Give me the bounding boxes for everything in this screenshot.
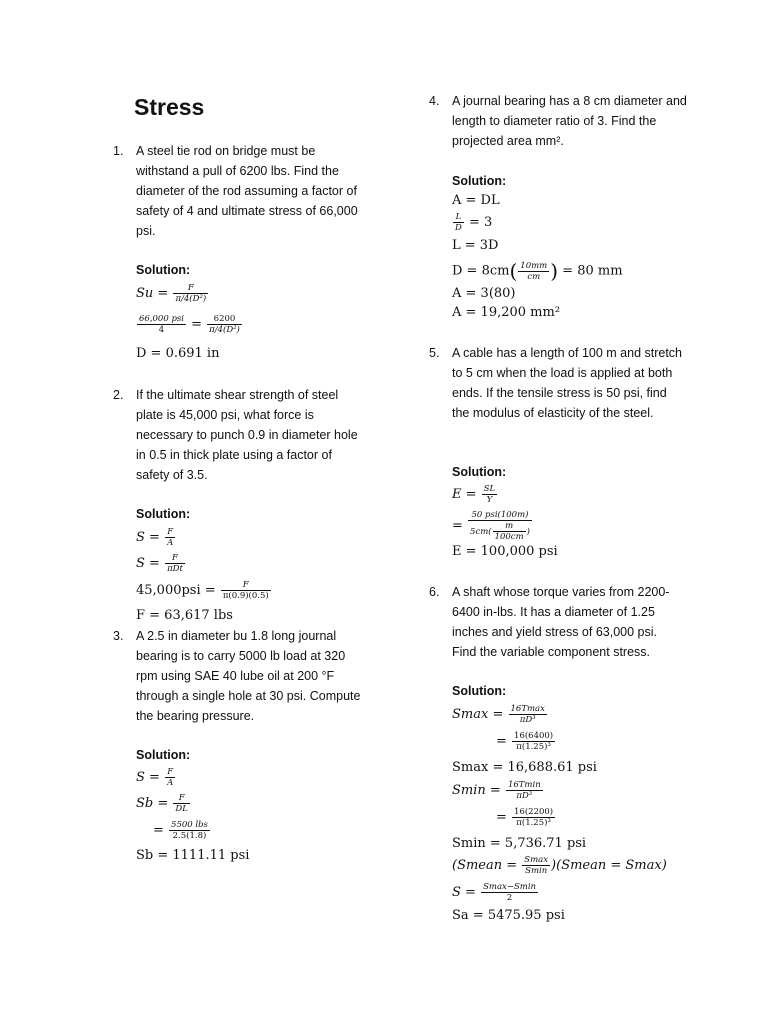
problem-6-eq-4: Smin = 16Tmin πD³ bbox=[452, 780, 541, 801]
problem-5-number: 5. bbox=[429, 346, 440, 360]
problem-1-answer: D = 0.691 in bbox=[136, 346, 220, 361]
problem-5-solution-label: Solution: bbox=[452, 465, 507, 479]
problem-6-solution-label: Solution: bbox=[452, 684, 507, 698]
problem-3-eq-3: = 5500 lbs 2.5(1.8) bbox=[153, 820, 208, 841]
problem-2-solution-label: Solution: bbox=[136, 507, 191, 521]
problem-1-eq-2: 66,000 psi 4 = $\frac{6200}{\text{π/4(D²)}}$ bbox=[139, 314, 240, 335]
problem-4-eq-5: A = 3(80) bbox=[452, 286, 516, 301]
problem-4-text: A journal bearing has a 8 cm diameter and length to diameter ratio of 3. Find the projected area mm². bbox=[452, 94, 687, 148]
problem-3-text: A 2.5 in diameter bu 1.8 long journal bearing is to carry 5000 lb load at 320 rpm using SAE 40 lube oil at 200 °F through a single hole at 30 psi. Compute the bearing pressure. bbox=[136, 629, 361, 723]
problem-6-eq-1: Smax = 16Tmax πD³ bbox=[452, 704, 545, 725]
problem-2-number: 2. bbox=[113, 388, 124, 402]
problem-3-solution-label: Solution: bbox=[136, 748, 191, 762]
problem-2-eq-1: S = $\frac{F}{A}$ bbox=[136, 527, 174, 548]
problem-4-eq-4: D = 8cm( $\frac{10mm}{cm}$ ) = 80 mm bbox=[452, 259, 623, 283]
problem-3-eq-2: Sb = $\frac{F}{DL}$ bbox=[136, 793, 188, 814]
problem-4-eq-2: $\frac{L}{D}$ = 3 bbox=[455, 212, 493, 233]
problem-6-text: A shaft whose torque varies from 2200-6400 in-lbs. It has a diameter of 1.25 inches and yield stress of 63,000 psi. Find the variable component stress. bbox=[452, 585, 670, 659]
problem-6-eq-3: Smax = 16,688.61 psi bbox=[452, 760, 597, 775]
problem-2-text: If the ultimate shear strength of steel plate is 45,000 psi, what force is necessary to punch 0.9 in diameter hole in 0.5 in thick plate using a factor of safety of 3.5. bbox=[136, 388, 358, 482]
problem-2-eq-3: 45,000psi = $\frac{F}{\pi(0.9)(0.5)}$ bbox=[136, 580, 269, 601]
problem-1-eq-1: Su = $\frac{F}{\text{π/4(D²)}}$ bbox=[136, 283, 207, 304]
problem-5-answer: E = 100,000 psi bbox=[452, 544, 558, 559]
problem-4-eq-3: L = 3D bbox=[452, 238, 499, 253]
problem-4-answer: A = 19,200 mm² bbox=[452, 305, 561, 320]
problem-1-number: 1. bbox=[113, 144, 124, 158]
page-title: Stress bbox=[134, 94, 205, 120]
problem-5-eq-2: = 50 psi(100m) 5cm( $\frac{m}{100cm}$ ) bbox=[452, 510, 530, 542]
problem-5-eq-1: E = $\frac{SL}{Y}$ bbox=[452, 484, 496, 505]
problem-5-text: A cable has a length of 100 m and stretch to 5 cm when the load is applied at both ends. If the tensile stress is 50 psi, find the modulus of elasticity of the steel. bbox=[452, 346, 683, 420]
problem-6-eq-2: = $\frac{16(6400)}{\text{π(1.25)³}}$ bbox=[496, 731, 554, 752]
problem-4-number: 4. bbox=[429, 94, 440, 108]
problem-3-number: 3. bbox=[113, 629, 124, 643]
problem-2-eq-2: S = F πDt bbox=[136, 553, 183, 574]
problem-3-eq-1: S = $\frac{F}{A}$ bbox=[136, 767, 174, 788]
problem-1-solution-label: Solution: bbox=[136, 263, 191, 277]
problem-4-solution-label: Solution: bbox=[452, 174, 507, 188]
problem-2-answer: F = 63,617 lbs bbox=[136, 608, 233, 623]
problem-6-number: 6. bbox=[429, 585, 440, 599]
problem-6-eq-7: (Smean = Smax Smin )(Smean = Smax) bbox=[452, 855, 667, 876]
problem-4-eq-1: A = DL bbox=[452, 193, 500, 208]
problem-1-text: A steel tie rod on bridge must be withstand a pull of 6200 lbs. Find the diameter of the rod assuming a factor of safety of 4 and ultimate stress of 66,000 psi. bbox=[136, 144, 358, 238]
problem-6-eq-6: Smin = 5,736.71 psi bbox=[452, 836, 587, 851]
problem-6-answer: Sa = 5475.95 psi bbox=[452, 908, 565, 923]
problem-3-answer: Sb = 1111.11 psi bbox=[136, 848, 250, 863]
problem-6-eq-8: S = Smax−Smin 2 bbox=[452, 882, 537, 903]
problem-6-eq-5: = $\frac{16(2200)}{\text{π(1.25)³}}$ bbox=[496, 807, 554, 828]
